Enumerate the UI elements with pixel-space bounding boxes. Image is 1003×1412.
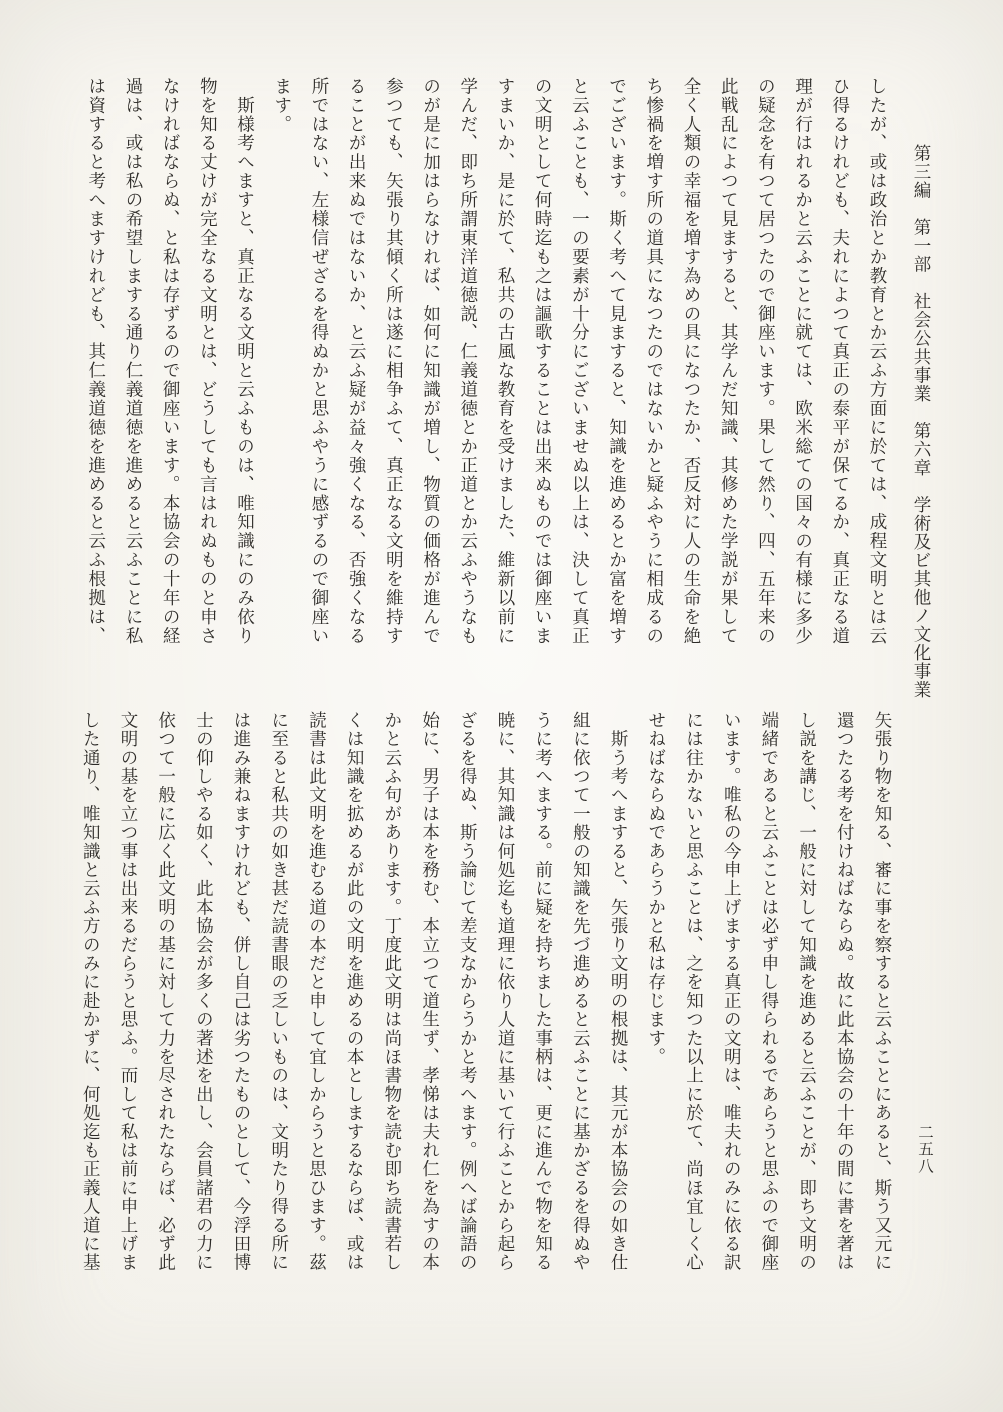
text-column: に至ると私共の如き甚だ読書眼の乏しいものは、文明たり得る所に bbox=[268, 711, 289, 1272]
text-column: すまいか、是に於て、私共の古風な教育を受けました、維新以前に bbox=[494, 77, 515, 646]
text-column: 士の仰しやる如く、此本協会が多くの著述を出し、会員諸君の力に bbox=[193, 711, 214, 1272]
text-column: し説を講じ、一般に対して知識を進めると云ふことが、即ち文明の bbox=[796, 711, 817, 1272]
text-column: と云ふことも、一の要素が十分にございませぬ以上は、決して真正 bbox=[569, 77, 590, 646]
text-column: 参つても、矢張り其傾く所は遂に相争ふて、真正なる文明を維持す bbox=[383, 77, 404, 646]
text-column: 過は、或は私の希望しまする通り仁義道徳を進めると云ふことに私 bbox=[122, 77, 143, 646]
text-column: 端緒であると云ふことは必ず申し得られるであらうと思ふので御座 bbox=[758, 711, 779, 1272]
text-column: 此戦乱によつて見ますると、其学んだ知識、其修めた学説が果して bbox=[718, 77, 739, 646]
running-head: 第三編 第一部 社会公共事業 第六章 学術及ビ其他ノ文化事業 bbox=[911, 144, 931, 699]
text-column: ひ得るけれども、夫れによつて真正の泰平が保てるか、真正なる道 bbox=[829, 77, 850, 646]
text-column: ます。 bbox=[271, 77, 292, 134]
text-column: せねばならぬであらうかと私は存じます。 bbox=[645, 711, 666, 1067]
text-column: 斯様考へますと、真正なる文明と云ふものは、唯知識にのみ依り bbox=[234, 77, 255, 646]
text-column: 学んだ、即ち所謂東洋道徳説、仁義道徳とか正道とか云ふやうなも bbox=[457, 77, 478, 646]
text-column: 始に、男子は本を務む、本立つて道生ず、孝悌は夫れ仁を為すの本 bbox=[419, 711, 440, 1272]
text-block-bottom bbox=[70, 711, 900, 1286]
text-column: かと云ふ句があります。丁度此文明は尚ほ書物を読む即ち読書若し bbox=[381, 711, 402, 1272]
text-column: の疑念を有つて居つたので御座います。果して然り、四、五年来の bbox=[755, 77, 776, 646]
text-column: には往かないと思ふことは、之を知つた以上に於て、尚ほ宜しく心 bbox=[683, 711, 704, 1272]
text-column: 文明の基を立つ事は出来るだらうと思ふ。而して私は前に申上げま bbox=[117, 711, 138, 1272]
text-column: 読書は此文明を進むる道の本だと申して宜しからうと思ひます。茲 bbox=[306, 711, 327, 1272]
text-column: 矢張り物を知る、審に事を察すると云ふことにあると、斯う又元に bbox=[872, 711, 892, 1272]
text-column: は資すると考へますけれども、其仁義道徳を進めると云ふ根拠は、 bbox=[85, 77, 106, 646]
text-column: ざるを得ぬ、斯う論じて差支なからうかと考へます。例へば論語の bbox=[457, 711, 478, 1272]
text-column: います。唯私の今申上げまする真正の文明は、唯夫れのみに依る訳 bbox=[721, 711, 742, 1272]
text-column: くは知識を拡めるが此の文明を進めるの本としまするならば、或は bbox=[344, 711, 365, 1272]
text-column: 組に依つて一般の知識を先づ進めると云ふことに基かざるを得ぬや bbox=[570, 711, 591, 1272]
text-column: ち惨禍を増す所の道具になつたのではないかと疑ふやうに相成るの bbox=[643, 77, 664, 646]
text-column: 暁に、其知識は何処迄も道理に依り人道に基いて行ふことから起ら bbox=[494, 711, 515, 1272]
text-column: 還つたる考を付けねばならぬ。故に此本協会の十年の間に書を著は bbox=[834, 711, 855, 1272]
text-column: なければならぬ、と私は存ずるので御座います。本協会の十年の経 bbox=[160, 77, 181, 646]
text-column: 物を知る丈けが完全なる文明とは、どうしても言はれぬものと申さ bbox=[197, 77, 218, 646]
text-column: は進み兼ねますけれども、併し自己は劣つたものとして、今浮田博 bbox=[231, 711, 252, 1272]
text-column: 所ではない、左様信ぜざるを得ぬかと思ふやうに感ずるので御座い bbox=[308, 77, 329, 646]
text-column: 斯う考へますると、矢張り文明の根拠は、其元が本協会の如き仕 bbox=[608, 711, 629, 1272]
text-column: の文明として何時迄も之は謳歌することは出来ぬものでは御座いま bbox=[532, 77, 553, 646]
text-column: 依つて一般に広く此文明の基に対して力を尽されたならば、必ず此 bbox=[155, 711, 176, 1272]
text-column: 理が行はれるかと云ふことに就ては、欧米総ての国々の有様に多少 bbox=[792, 77, 813, 646]
text-column: ることが出来ぬではないか、と云ふ疑が益々強くなる、否強くなる bbox=[346, 77, 367, 646]
page-number: 二五八 bbox=[916, 1124, 934, 1175]
text-column: した通り、唯知識と云ふ方のみに赴かずに、何処迄も正義人道に基 bbox=[80, 711, 101, 1272]
text-column: うに考へまする。前に疑を持ちました事柄は、更に進んで物を知る bbox=[532, 711, 553, 1272]
text-column: のが是に加はらなければ、如何に知識が増し、物質の価格が進んで bbox=[420, 77, 441, 646]
text-column: したが、或は政治とか教育とか云ふ方面に於ては、成程文明とは云 bbox=[867, 77, 887, 646]
text-block-top bbox=[77, 77, 895, 659]
text-column: でございます。斯く考へて見ますると、知識を進めるとか富を増す bbox=[606, 77, 627, 646]
text-column: 全く人類の幸福を増す為めの具になつたか、否反対に人の生命を絶 bbox=[680, 77, 701, 646]
